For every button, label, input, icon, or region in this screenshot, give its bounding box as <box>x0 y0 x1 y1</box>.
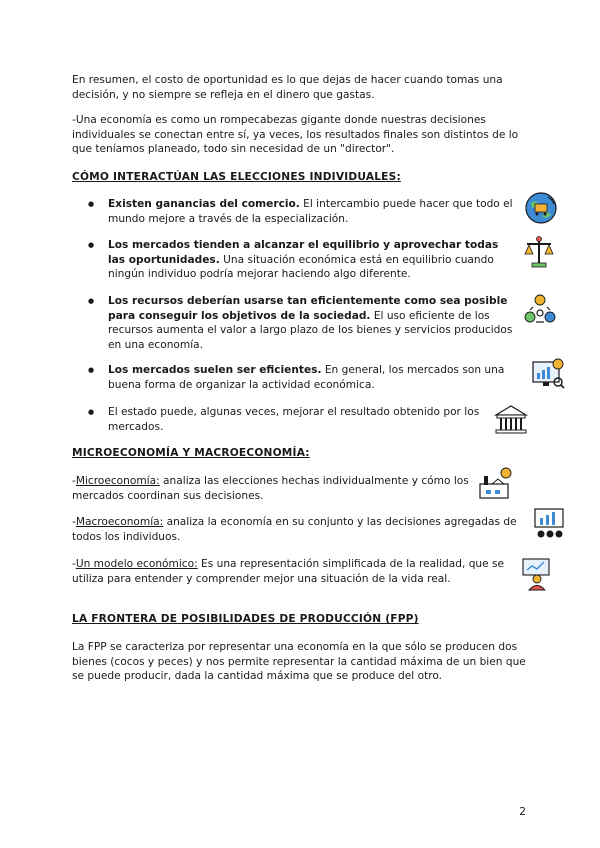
microeconomy-text: analiza las elecciones hechas individualmente y cómo los mercados coordinan sus decisiones. <box>72 475 469 502</box>
bullet-2-text <box>108 238 516 282</box>
fpp-paragraph: La FPP se caracteriza por representar una economía en la que sólo se producen dos bienes (cocos y peces) y nos permite representar la cantidad máxima de un bien que se puede producir, dada la cantidad máxima que se produce del otro. <box>72 641 526 683</box>
bullet-1-body: El intercambio puede hacer que todo el mundo mejore a través de la especialización. <box>108 198 513 225</box>
government-building-icon <box>493 402 529 438</box>
macroeconomy-definition: -Macroeconomía: analiza la economía en su conjunto y las decisiones agregadas de todos los individuos. <box>72 516 517 543</box>
bullet-1-bold: Existen ganancias del comercio. <box>108 198 300 210</box>
bullet-2-body: Una situación económica está en equilibrio cuando ningún individuo podría mejorar haciendo algo diferente. <box>108 253 494 281</box>
economic-model-term: Un modelo económico: <box>75 558 198 570</box>
market-chart-icon <box>530 356 566 392</box>
bullet-2-bold: Los mercados tienden a alcanzar el equilibrio y aprovechar todas las oportunidades. <box>108 239 499 266</box>
macroeconomy-text: analiza la economía en su conjunto y las decisiones agregadas de todos los individuos. <box>72 516 517 543</box>
bullet-1-text <box>108 197 516 226</box>
intro-paragraph-2: -Una economía es como un rompecabezas gigante donde nuestras decisiones individuales se conectan entre sí, ya veces, los resultados finales son distintos de lo que teníamos planeado, todo sin necesidad de un "director". <box>72 114 519 156</box>
resources-cycle-icon <box>522 292 558 328</box>
bullet-4-bold: Los mercados suelen ser eficientes. <box>108 364 322 376</box>
intro-paragraph-1: En resumen, el costo de oportunidad es lo que dejas de hacer cuando tomas una decisión, y no siempre se refleja en el dinero que gastas. <box>72 74 503 101</box>
bullet-3-bold: Los recursos deberían usarse tan eficientemente como sea posible para conseguir los objetivos de la sociedad. <box>108 295 508 322</box>
economic-model-definition: -Un modelo económico: Es una representación simplificada de la realidad, que se utiliza para entender y comprender mejor una situación de la vida real. <box>72 558 505 585</box>
bullet-3-text <box>108 294 516 352</box>
section-heading-interactions: CÓMO INTERACTÚAN LAS ELECCIONES INDIVIDUALES: <box>72 171 401 183</box>
economic-model-text: Es una representación simplificada de la realidad, que se utiliza para entender y comprender mejor una situación de la vida real. <box>72 558 505 585</box>
bullet-5-text: El estado puede, algunas veces, mejorar el resultado obtenido por los mercados. <box>108 406 480 433</box>
balance-scale-icon <box>521 234 557 270</box>
microeconomy-term: Microeconomía: <box>75 475 160 487</box>
bullet-3-body: El uso eficiente de los recursos aumenta el valor a largo plazo de los bienes y servicios producidos en una economía. <box>108 309 513 351</box>
globe-trade-icon <box>523 190 559 226</box>
macro-chart-icon <box>532 505 568 541</box>
page-number: 2 <box>519 806 526 818</box>
bullet-4-text <box>108 363 516 392</box>
section-heading-fpp: LA FRONTERA DE POSIBILIDADES DE PRODUCCIÓN (FPP) <box>72 613 419 625</box>
section-heading-micro-macro: MICROECONOMÍA Y MACROECONOMÍA: <box>72 447 310 459</box>
bullet-4-body: En general, los mercados son una buena forma de organizar la actividad económica. <box>108 364 505 391</box>
factory-icon <box>478 466 514 502</box>
person-presentation-icon <box>519 556 555 592</box>
macroeconomy-term: Macroeconomía: <box>75 516 164 528</box>
microeconomy-definition: -Microeconomía: analiza las elecciones hechas individualmente y cómo los mercados coordinan sus decisiones. <box>72 475 469 502</box>
